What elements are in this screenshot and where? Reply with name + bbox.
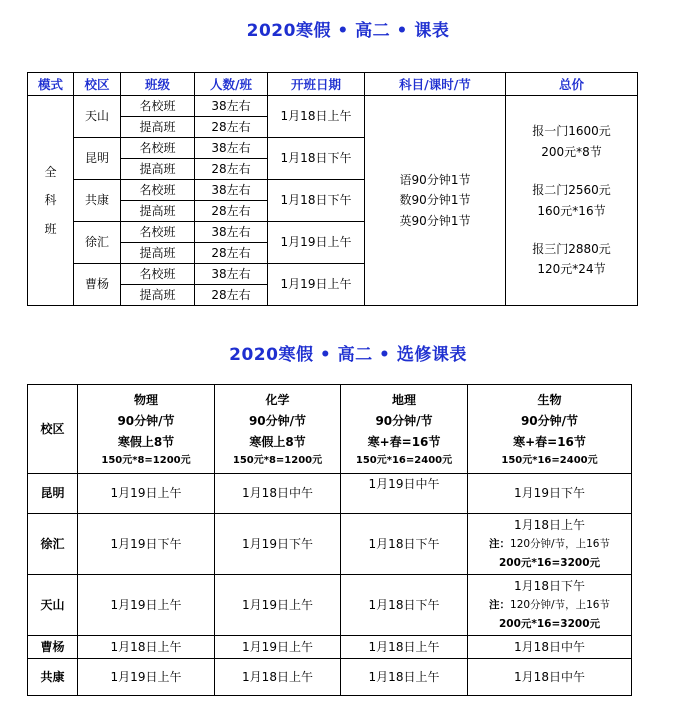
header-physics: [78, 385, 215, 474]
subject-name: 地理: [391, 392, 416, 407]
class-cell: 提高班: [121, 243, 195, 264]
date-cell: 1月19日上午: [268, 222, 365, 264]
size-cell: 38左右: [195, 264, 268, 285]
campus-cell: 天山: [28, 575, 78, 636]
subject-name: 生物: [537, 392, 562, 407]
schedule-cell: 1月18日中午: [468, 659, 632, 696]
price-line: 报一门1600元: [532, 124, 611, 139]
subject-price: 150元*16=2400元: [501, 454, 598, 466]
schedule-note: [468, 535, 631, 554]
price-line: 200元*8节: [541, 144, 602, 159]
campus-cell: 曹杨: [74, 264, 121, 306]
class-cell: 名校班: [121, 96, 195, 117]
size-cell: 28左右: [195, 159, 268, 180]
schedule-cell: 1月19日上午: [78, 474, 215, 514]
schedule-cell: 1月19日下午: [78, 514, 215, 575]
timetable-title: 2020寒假 • 高二 • 课表: [246, 21, 450, 41]
subject-price: 150元*16=2400元: [355, 454, 453, 466]
subject-name: 化学: [265, 392, 290, 407]
header-mode: 模式: [28, 73, 74, 96]
header-start-date: 开班日期: [268, 73, 365, 96]
size-cell: 28左右: [195, 201, 268, 222]
class-cell: 名校班: [121, 180, 195, 201]
header-total-price: 总价: [506, 73, 638, 96]
header-chemistry: [215, 385, 341, 474]
table-row: [28, 514, 632, 575]
mode-cell: [28, 96, 74, 306]
class-cell: 名校班: [121, 222, 195, 243]
campus-cell: 共康: [28, 659, 78, 696]
schedule-date: 1月18日下午: [514, 578, 585, 593]
class-cell: 提高班: [121, 159, 195, 180]
date-cell: 1月18日下午: [268, 138, 365, 180]
subject-duration: 90分钟/节: [520, 413, 579, 428]
header-campus: 校区: [74, 73, 121, 96]
schedule-cell: 1月19日上午: [215, 575, 341, 636]
campus-cell: 昆明: [74, 138, 121, 180]
size-cell: 38左右: [195, 180, 268, 201]
campus-cell: 曹杨: [28, 636, 78, 659]
subject-duration: 90分钟/节: [248, 413, 307, 428]
table-row: [28, 636, 632, 659]
size-cell: 28左右: [195, 243, 268, 264]
note-price: 200元*16=3200元: [498, 556, 601, 569]
class-cell: 提高班: [121, 117, 195, 138]
price-line: 160元*16节: [537, 203, 606, 218]
size-cell: 38左右: [195, 138, 268, 159]
subject-duration: 90分钟/节: [375, 413, 433, 428]
class-cell: 名校班: [121, 138, 195, 159]
schedule-cell: 1月19日下午: [215, 514, 341, 575]
schedule-cell: 1月19日中午: [341, 474, 468, 514]
campus-cell: 昆明: [28, 474, 78, 514]
price-cell: [506, 96, 638, 306]
price-line: 报二门2560元: [532, 183, 611, 198]
subject-sessions: 寒+春=16节: [513, 434, 586, 449]
table-header-row: [28, 73, 638, 96]
schedule-cell: 1月19日上午: [215, 636, 341, 659]
campus-cell: 徐汇: [74, 222, 121, 264]
subject-sessions: 寒假上8节: [117, 434, 175, 449]
header-subjects: 科目/课时/节: [365, 73, 506, 96]
subject-price: 150元*8=1200元: [232, 454, 323, 466]
schedule-cell: 1月18日上午: [341, 659, 468, 696]
schedule-cell: 1月18日中午: [215, 474, 341, 514]
schedule-cell: [468, 575, 632, 636]
header-class-size: 人数/班: [195, 73, 268, 96]
schedule-cell: 1月19日上午: [78, 575, 215, 636]
header-biology: [468, 385, 632, 474]
mode-char: 科: [44, 193, 57, 208]
size-cell: 28左右: [195, 285, 268, 306]
subject-line: 数90分钟1节: [399, 193, 471, 208]
campus-cell: 共康: [74, 180, 121, 222]
date-cell: 1月18日下午: [268, 180, 365, 222]
subject-sessions: 寒假上8节: [249, 434, 306, 449]
class-cell: 提高班: [121, 285, 195, 306]
table-header-row: [28, 385, 632, 474]
size-cell: 28左右: [195, 117, 268, 138]
note-label: 注：: [489, 598, 511, 611]
mode-char: 班: [44, 221, 57, 236]
campus-cell: 徐汇: [28, 514, 78, 575]
elective-title: 2020寒假 • 高二 • 选修课表: [229, 345, 467, 365]
note-text: 120分钟/节，上16节: [510, 537, 610, 550]
price-line: 120元*24节: [537, 262, 606, 277]
date-cell: 1月18日上午: [268, 96, 365, 138]
price-line: 报三门2880元: [532, 241, 611, 256]
subjects-cell: [365, 96, 506, 306]
full-subject-timetable: [27, 72, 638, 306]
schedule-note: [468, 596, 631, 615]
schedule-cell: 1月19日上午: [78, 659, 215, 696]
schedule-cell: 1月18日中午: [468, 636, 632, 659]
table-row: [28, 474, 632, 514]
table-row: [28, 575, 632, 636]
schedule-cell: 1月18日上午: [341, 636, 468, 659]
campus-cell: 天山: [74, 96, 121, 138]
class-cell: 名校班: [121, 264, 195, 285]
table-row: [28, 96, 638, 117]
header-geography: [341, 385, 468, 474]
schedule-cell: 1月18日下午: [341, 514, 468, 575]
note-label: 注：: [489, 537, 511, 550]
schedule-cell: [468, 514, 632, 575]
class-cell: 提高班: [121, 201, 195, 222]
schedule-cell: 1月18日上午: [215, 659, 341, 696]
schedule-date: 1月18日上午: [514, 517, 585, 532]
size-cell: 38左右: [195, 96, 268, 117]
header-class: 班级: [121, 73, 195, 96]
header-campus: 校区: [28, 385, 78, 474]
subject-line: 语90分钟1节: [399, 172, 471, 187]
date-cell: 1月19日上午: [268, 264, 365, 306]
schedule-cell: 1月19日下午: [468, 474, 632, 514]
subject-price: 150元*8=1200元: [101, 454, 191, 466]
size-cell: 38左右: [195, 222, 268, 243]
subject-sessions: 寒+春=16节: [367, 434, 441, 449]
subject-name: 物理: [133, 392, 158, 407]
subject-duration: 90分钟/节: [117, 413, 175, 428]
elective-timetable: [27, 384, 632, 696]
note-text: 120分钟/节，上16节: [510, 598, 610, 611]
table-row: [28, 659, 632, 696]
note-price: 200元*16=3200元: [498, 617, 601, 630]
schedule-cell: 1月18日下午: [341, 575, 468, 636]
subject-line: 英90分钟1节: [399, 213, 471, 228]
mode-char: 全: [44, 164, 57, 179]
schedule-cell: 1月18日上午: [78, 636, 215, 659]
